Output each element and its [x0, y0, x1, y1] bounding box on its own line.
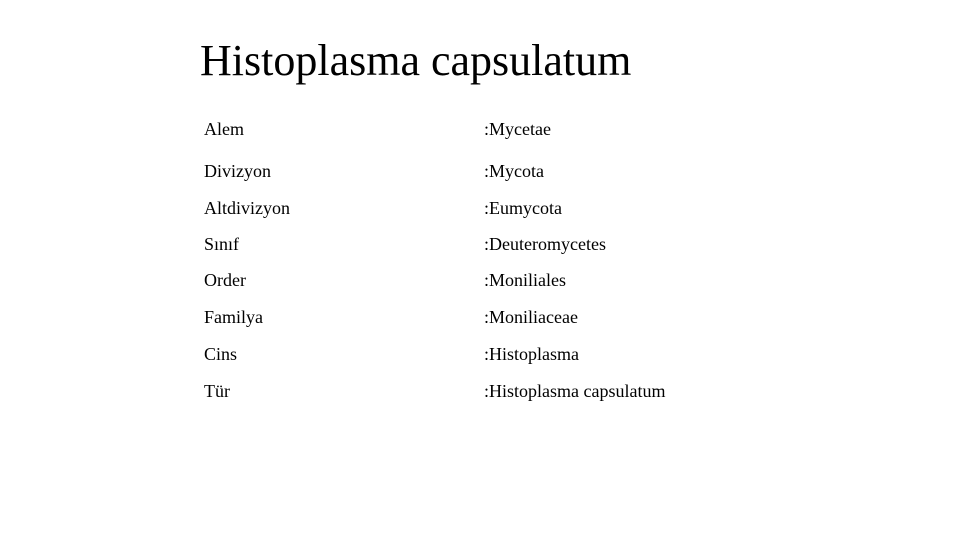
- taxonomy-rank: Altdivizyon: [204, 198, 290, 218]
- taxonomy-rank: Cins: [204, 344, 238, 364]
- taxonomy-value: :Mycetae: [484, 119, 551, 139]
- taxonomy-rank: Divizyon: [204, 161, 271, 181]
- slide-title: Histoplasma capsulatum: [200, 36, 632, 85]
- taxonomy-value: :Histoplasma: [484, 344, 579, 364]
- taxonomy-rank: Tür: [204, 381, 230, 401]
- taxonomy-rank: Order: [204, 270, 246, 290]
- taxonomy-rank: Sınıf: [204, 234, 240, 254]
- taxonomy-value: :Deuteromycetes: [484, 234, 606, 254]
- taxonomy-value: :Moniliaceae: [484, 307, 578, 327]
- taxonomy-value: :Eumycota: [484, 198, 562, 218]
- taxonomy-value: :Histoplasma capsulatum: [484, 381, 666, 401]
- taxonomy-value: :Mycota: [484, 161, 544, 181]
- taxonomy-rank: Familya: [204, 307, 263, 327]
- taxonomy-value: :Moniliales: [484, 270, 566, 290]
- taxonomy-table: [204, 0, 764, 540]
- taxonomy-rank: Alem: [204, 119, 244, 139]
